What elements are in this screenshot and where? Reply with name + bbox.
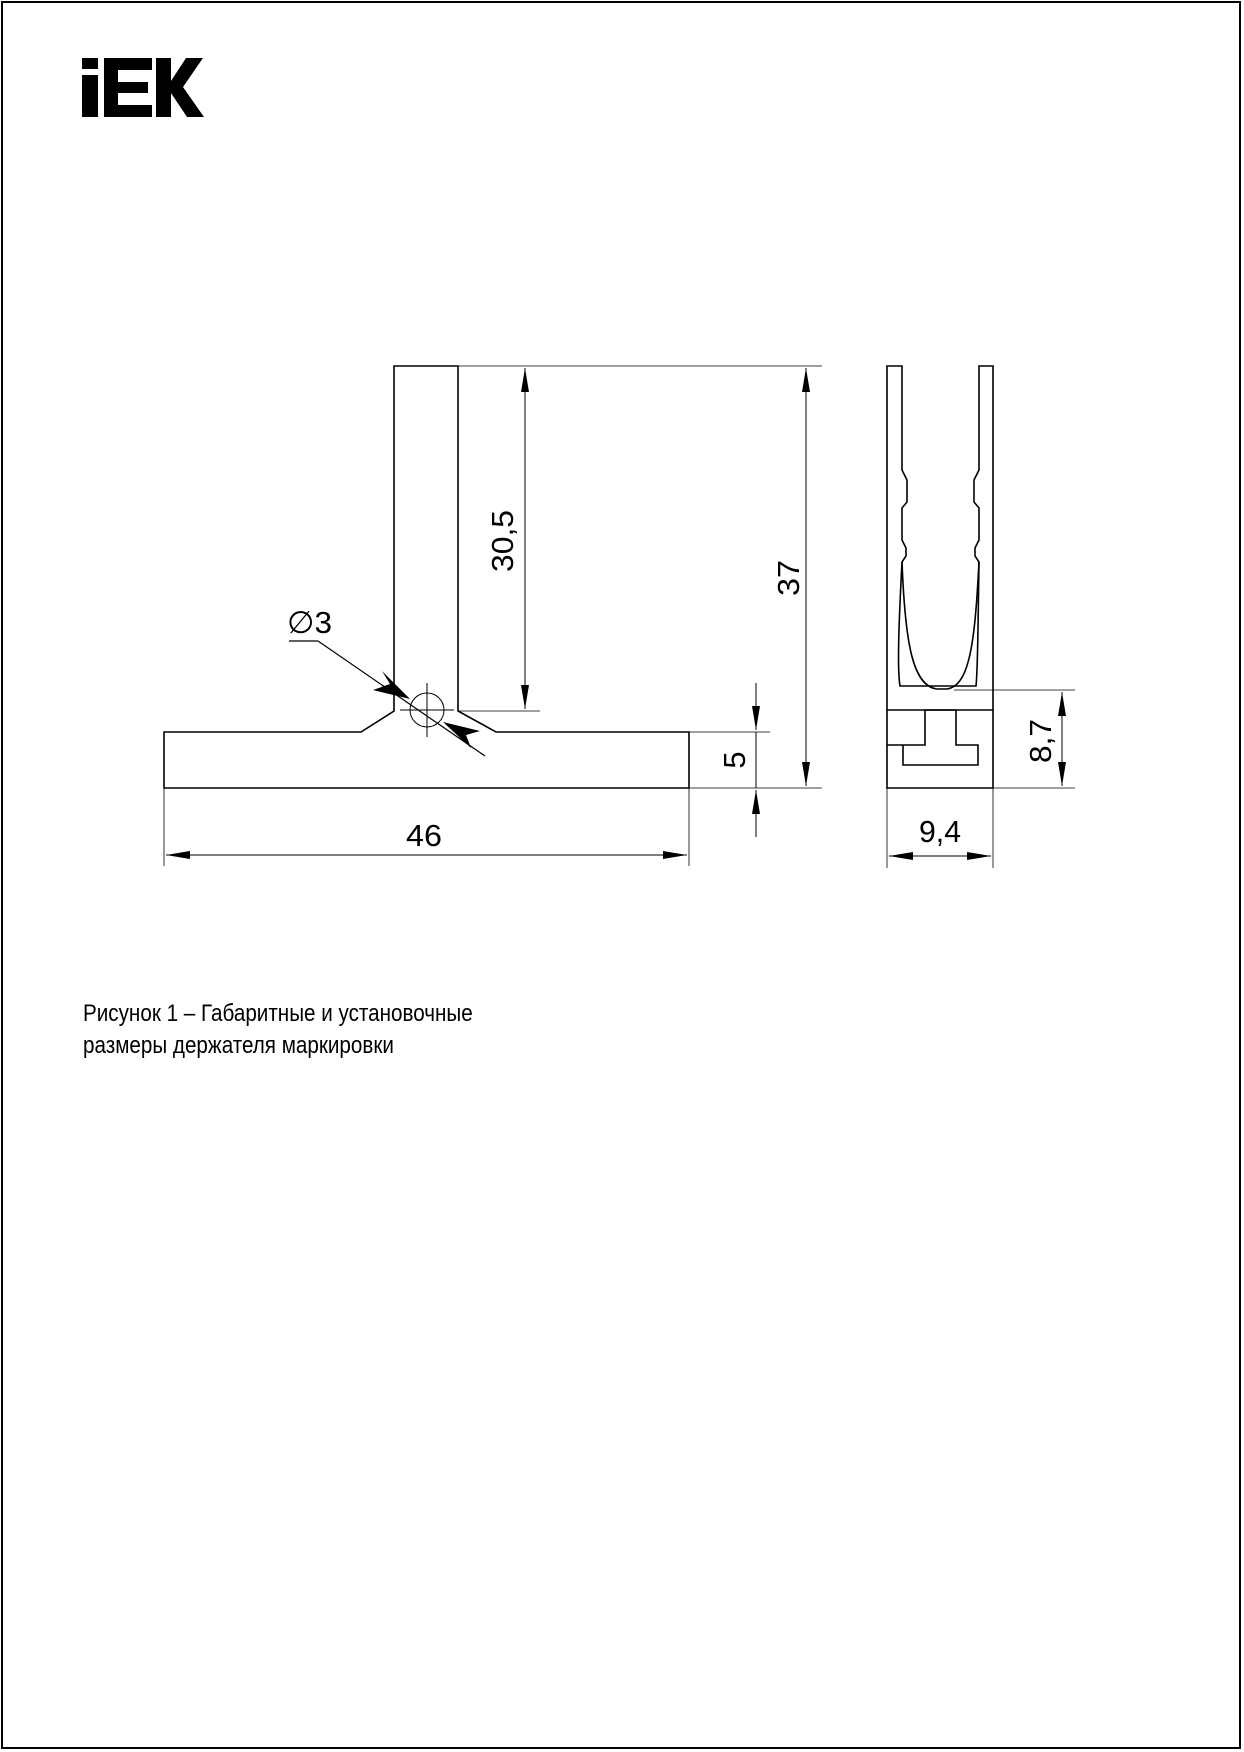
dim-total-height: 37 bbox=[771, 561, 806, 596]
dim-base-thickness: 5 bbox=[717, 751, 752, 769]
dim-hole-diameter: ∅3 bbox=[287, 605, 332, 640]
dim-side-base-height: 8,7 bbox=[1023, 719, 1058, 763]
hole-leader bbox=[289, 641, 485, 756]
figure-caption bbox=[83, 998, 685, 1062]
side-view-outline bbox=[887, 366, 993, 788]
dimension-lines bbox=[166, 368, 806, 855]
dim-side-width: 9,4 bbox=[919, 814, 961, 849]
dim-inner-height: 30,5 bbox=[485, 511, 520, 572]
extension-lines bbox=[164, 366, 822, 866]
caption-line-1: Рисунок 1 – Габаритные и установочные bbox=[83, 1000, 473, 1027]
side-dimension-lines bbox=[889, 692, 1062, 856]
caption-line-2: размеры держателя маркировки bbox=[83, 1032, 394, 1059]
dim-total-width: 46 bbox=[406, 818, 442, 853]
side-extension-lines bbox=[887, 690, 1075, 868]
